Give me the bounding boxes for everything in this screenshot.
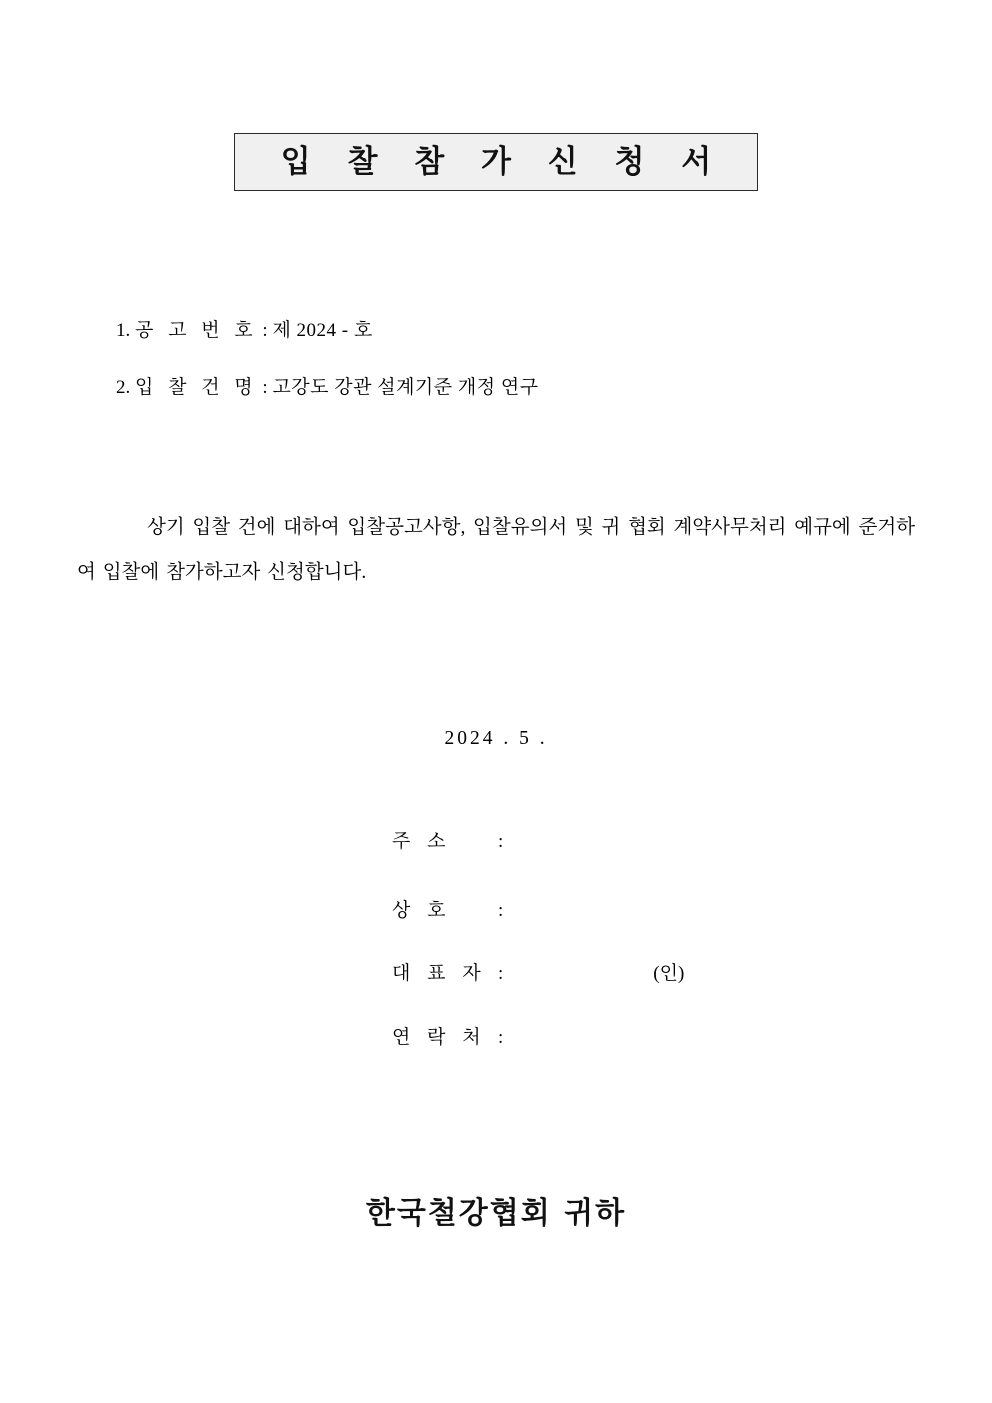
body-paragraph [77,505,915,595]
page-title: 입 찰 참 가 신 청 서 [280,143,725,180]
item-number: 1. [116,320,131,341]
item-colon: : [262,377,268,398]
seal-marker: (인) [653,963,685,984]
signature-label: 대 표 자 [392,963,487,984]
field-announcement-number [116,315,373,342]
item-colon: : [262,320,268,341]
signature-label: 상 호 [392,900,452,921]
signature-label: 연 락 처 [392,1027,487,1048]
date-line: 2024 . 5 . [444,728,548,749]
document-title-box [234,133,758,191]
signature-label: 주 소 [392,831,452,852]
item-number: 2. [116,377,131,398]
signature-field-address [392,826,503,853]
signature-colon: : [498,1027,504,1048]
signature-colon: : [498,831,504,852]
body-text: 상기 입찰 건에 대하여 입찰공고사항, 입찰유의서 및 귀 협회 계약사무처리 예규에 준거하여 입찰에 참가하고자 신청합니다. [77,517,915,583]
signature-colon: : [498,963,504,984]
recipient-line: 한국철강협회 귀하 [365,1196,627,1231]
item-label: 공 고 번 호 [135,320,258,341]
field-bid-title [116,372,539,399]
signature-colon: : [498,900,504,921]
item-value: 고강도 강관 설계기준 개정 연구 [272,377,539,398]
signature-field-representative [392,958,684,985]
item-value: 제 2024 - 호 [272,320,373,341]
signature-field-company [392,895,503,922]
signature-field-contact [392,1022,503,1049]
item-label: 입 찰 건 명 [135,377,258,398]
